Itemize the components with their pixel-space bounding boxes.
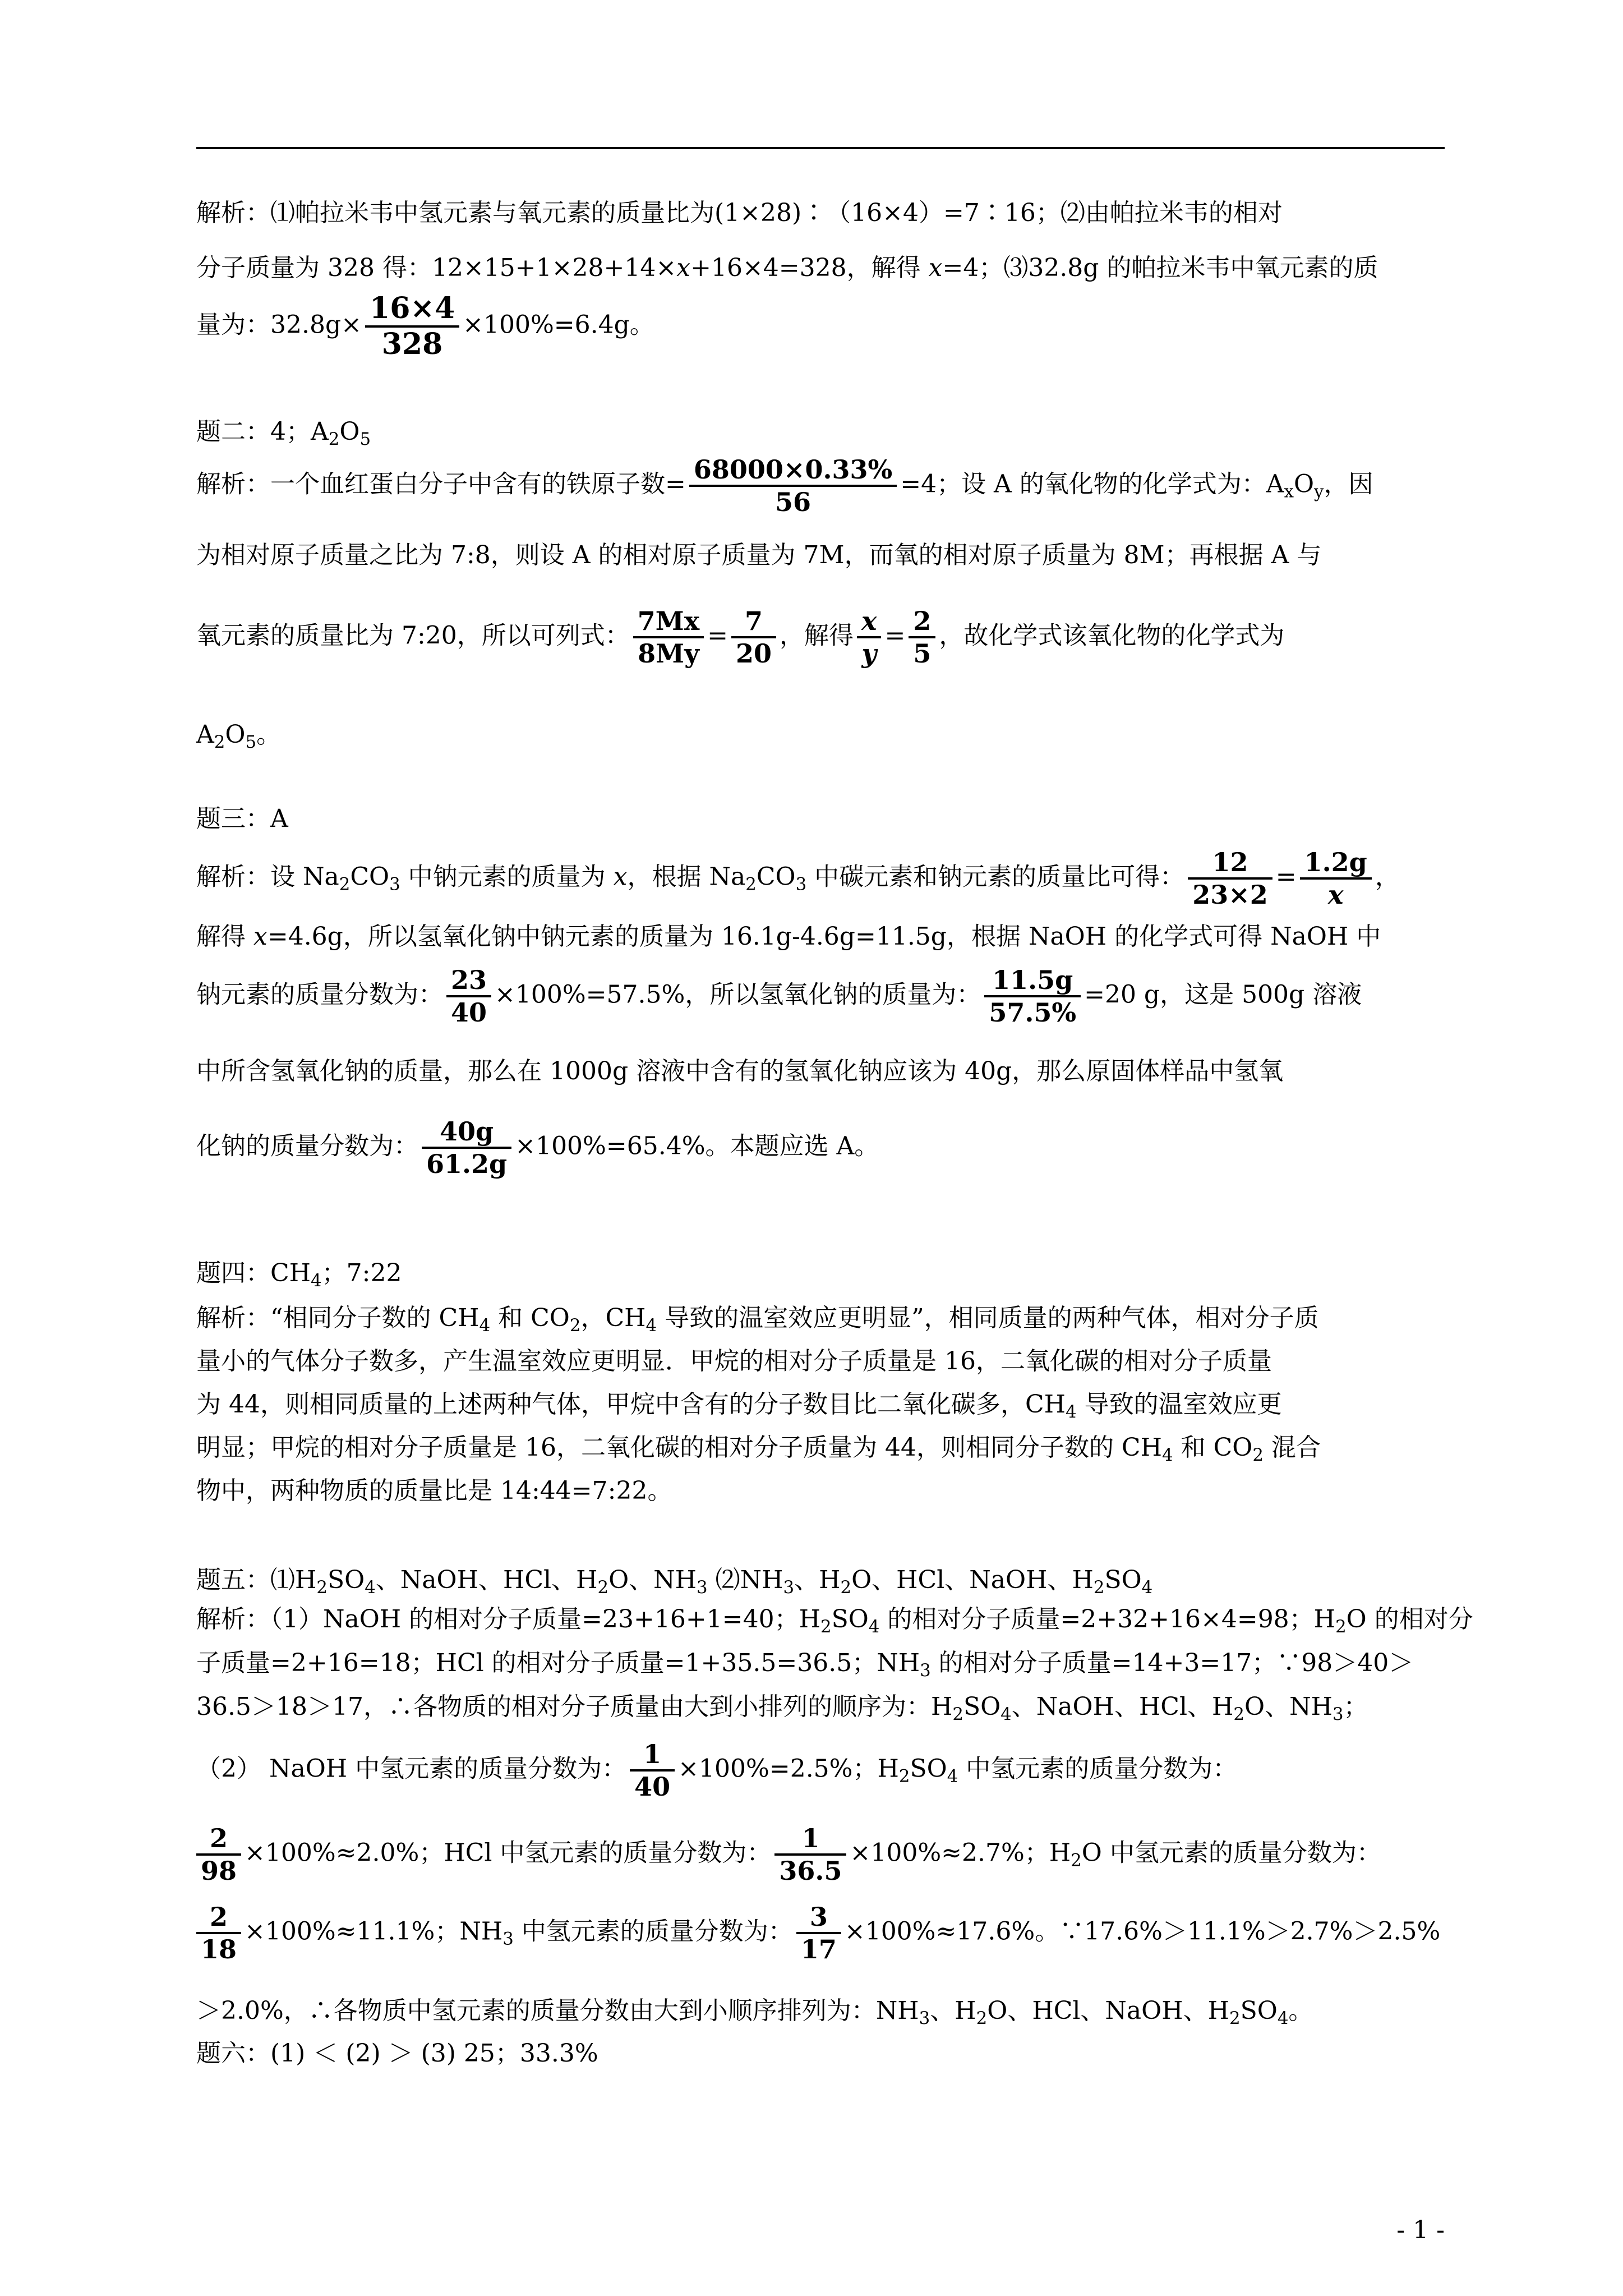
text-line: 明显；甲烷的相对分子质量是 16，二氧化碳的相对分子质量为 44，则相同分子数的 $CH_4$ 和 $CO_2$ 混合 [196, 1433, 1321, 1466]
text-line: 中所含氢氧化钠的质量，那么在 1000g 溶液中含有的氢氧化钠应该为 40g，那么原固体样品中氢氧 [196, 1057, 1284, 1085]
text-line: 解析：设 $Na_2CO_3$ 中钠元素的质量为 x，根据 $Na_2CO_3$ 中碳元素和钠元素的质量比可得： $\frac{12}{23\times 2}$ = $\frac{1.2g}{x}$ ， [196, 847, 1400, 910]
fraction: $\frac{2}{18}$ [196, 1902, 241, 1964]
fraction: $\frac{23}{40}$ [446, 965, 491, 1028]
text-line: 解得 x=4.6g，所以氢氧化钠中钠元素的质量为 16.1g-4.6g=11.5g，根据 NaOH 的化学式可得 NaOH 中 [196, 922, 1381, 951]
fraction: $\frac{1.2g}{x}$ [1300, 847, 1372, 910]
fraction: $\frac{11.5g}{57.5\%}$ [984, 965, 1081, 1028]
text-line: 子质量=2+16=18；HCl 的相对分子质量=1+35.5=36.5；$NH_3$ 的相对分子质量=14+3=17；∵98＞40＞ [196, 1649, 1414, 1681]
fraction: $\frac{7}{20}$ [731, 606, 776, 669]
text-line: 分子质量为 328 得：12×15+1×28+14×x+16×4=328，解得 x=4；⑶32.8g 的帕拉米韦中氧元素的质 [196, 254, 1378, 282]
text-line: $\frac{2}{18}$ ×100%≈11.1%；$NH_3$ 中氢元素的质量分数为： $\frac{3}{17}$ ×100%≈17.6%。∵17.6%＞11.1%＞2.7%＞2.5% [196, 1902, 1440, 1964]
question-heading: 题三：A [196, 804, 288, 833]
fraction: $\frac{1}{36.5}$ [774, 1823, 846, 1886]
fraction: $\frac{7Mx}{8My}$ [633, 606, 704, 669]
text-line: 解析：（1）NaOH 的相对分子质量=23+16+1=40；$H_2SO_4$ 的相对分子质量=2+32+16×4=98；$H_2O$ 的相对分 [196, 1605, 1473, 1637]
text-line: $A_2O_5$。 [196, 720, 282, 753]
text-line: 解析：一个血红蛋白分子中含有的铁原子数= $\frac{68000\times 0.33\%}{56}$ =4；设 A 的氧化物的化学式为：$A_xO_y$，因 [196, 454, 1373, 517]
text-line: 解析：“相同分子数的 $CH_4$ 和 $CO_2$，$CH_4$ 导致的温室效应更明显”，相同质量的两种气体，相对分子质 [196, 1304, 1319, 1336]
text-line: （2） NaOH 中氢元素的质量分数为： $\frac{1}{40}$ ×100%=2.5%；$H_2SO_4$ 中氢元素的质量分数为： [196, 1739, 1238, 1802]
question-heading: 题五：$⑴H_2SO_4$、NaOH、HCl、$H_2O$、$NH_3$ $⑵NH_3$、$H_2O$、HCl、NaOH、$H_2SO_4$ [196, 1566, 1153, 1598]
text-line: 物中，两种物质的质量比是 14:44=7:22。 [196, 1476, 672, 1505]
question-heading: 题六：(1) ＜ (2) ＞ (3) 25；33.3% [196, 2039, 598, 2068]
header-rule [196, 147, 1445, 149]
fraction: $\frac{16\times 4}{328}$ [365, 292, 459, 361]
fraction: $\frac{2}{98}$ [196, 1823, 241, 1886]
fraction: $\frac{x}{y}$ [857, 606, 881, 669]
question-heading: 题二：4；$A_2O_5$ [196, 417, 371, 450]
fraction: $\frac{68000\times 0.33\%}{56}$ [689, 454, 897, 517]
page-number: - 1 - [1396, 2216, 1445, 2244]
fraction: $\frac{1}{40}$ [630, 1739, 675, 1802]
question-heading: 题四：$CH_4$；7:22 [196, 1259, 402, 1291]
text-line: 化钠的质量分数为： $\frac{40g}{61.2g}$ ×100%=65.4%。本题应选 A。 [196, 1116, 879, 1179]
fraction: $\frac{12}{23\times 2}$ [1188, 847, 1272, 910]
text-line: 氧元素的质量比为 7:20，所以可列式： $\frac{7Mx}{8My}$ = $\frac{7}{20}$ ，解得 $\frac{x}{y}$ = $\frac{2}{5}$ ，故化学式该氧化物的化学式为 [196, 606, 1285, 669]
text-line: 量小的气体分子数多，产生温室效应更明显．甲烷的相对分子质量是 16，二氧化碳的相对分子质量 [196, 1347, 1272, 1375]
fraction: $\frac{3}{17}$ [796, 1902, 841, 1964]
text-line: $\frac{2}{98}$ ×100%≈2.0%；HCl 中氢元素的质量分数为： $\frac{1}{36.5}$ ×100%≈2.7%；$H_2O$ 中氢元素的质量分数为： [196, 1823, 1381, 1886]
fraction: $\frac{2}{5}$ [909, 606, 935, 669]
text-line: 量为：32.8g× $\frac{16\times 4}{328}$ ×100%=6.4g。 [196, 291, 654, 361]
text-line: ＞2.0%，∴各物质中氢元素的质量分数由大到小顺序排列为：$NH_3$、$H_2O$、HCl、NaOH、$H_2SO_4$。 [196, 1996, 1313, 2029]
fraction: $\frac{40g}{61.2g}$ [422, 1116, 511, 1179]
text-line: 36.5＞18＞17，∴各物质的相对分子质量由大到小排列的顺序为：$H_2SO_4$、NaOH、HCl、$H_2O$、$NH_3$； [196, 1692, 1368, 1725]
text-line: 解析：⑴帕拉米韦中氢元素与氧元素的质量比为(1×28)∶（16×4）=7∶16；⑵由帕拉米韦的相对 [196, 199, 1283, 227]
text-line: 钠元素的质量分数为： $\frac{23}{40}$ ×100%=57.5%，所以氢氧化钠的质量为： $\frac{11.5g}{57.5\%}$ =20 g，这是 500g 溶液 [196, 965, 1362, 1028]
text-line: 为 44，则相同质量的上述两种气体，甲烷中含有的分子数目比二氧化碳多，$CH_4$ 导致的温室效应更 [196, 1390, 1282, 1423]
text-line: 为相对原子质量之比为 7:8，则设 A 的相对原子质量为 7M，而氧的相对原子质量为 8M；再根据 A 与 [196, 541, 1322, 569]
